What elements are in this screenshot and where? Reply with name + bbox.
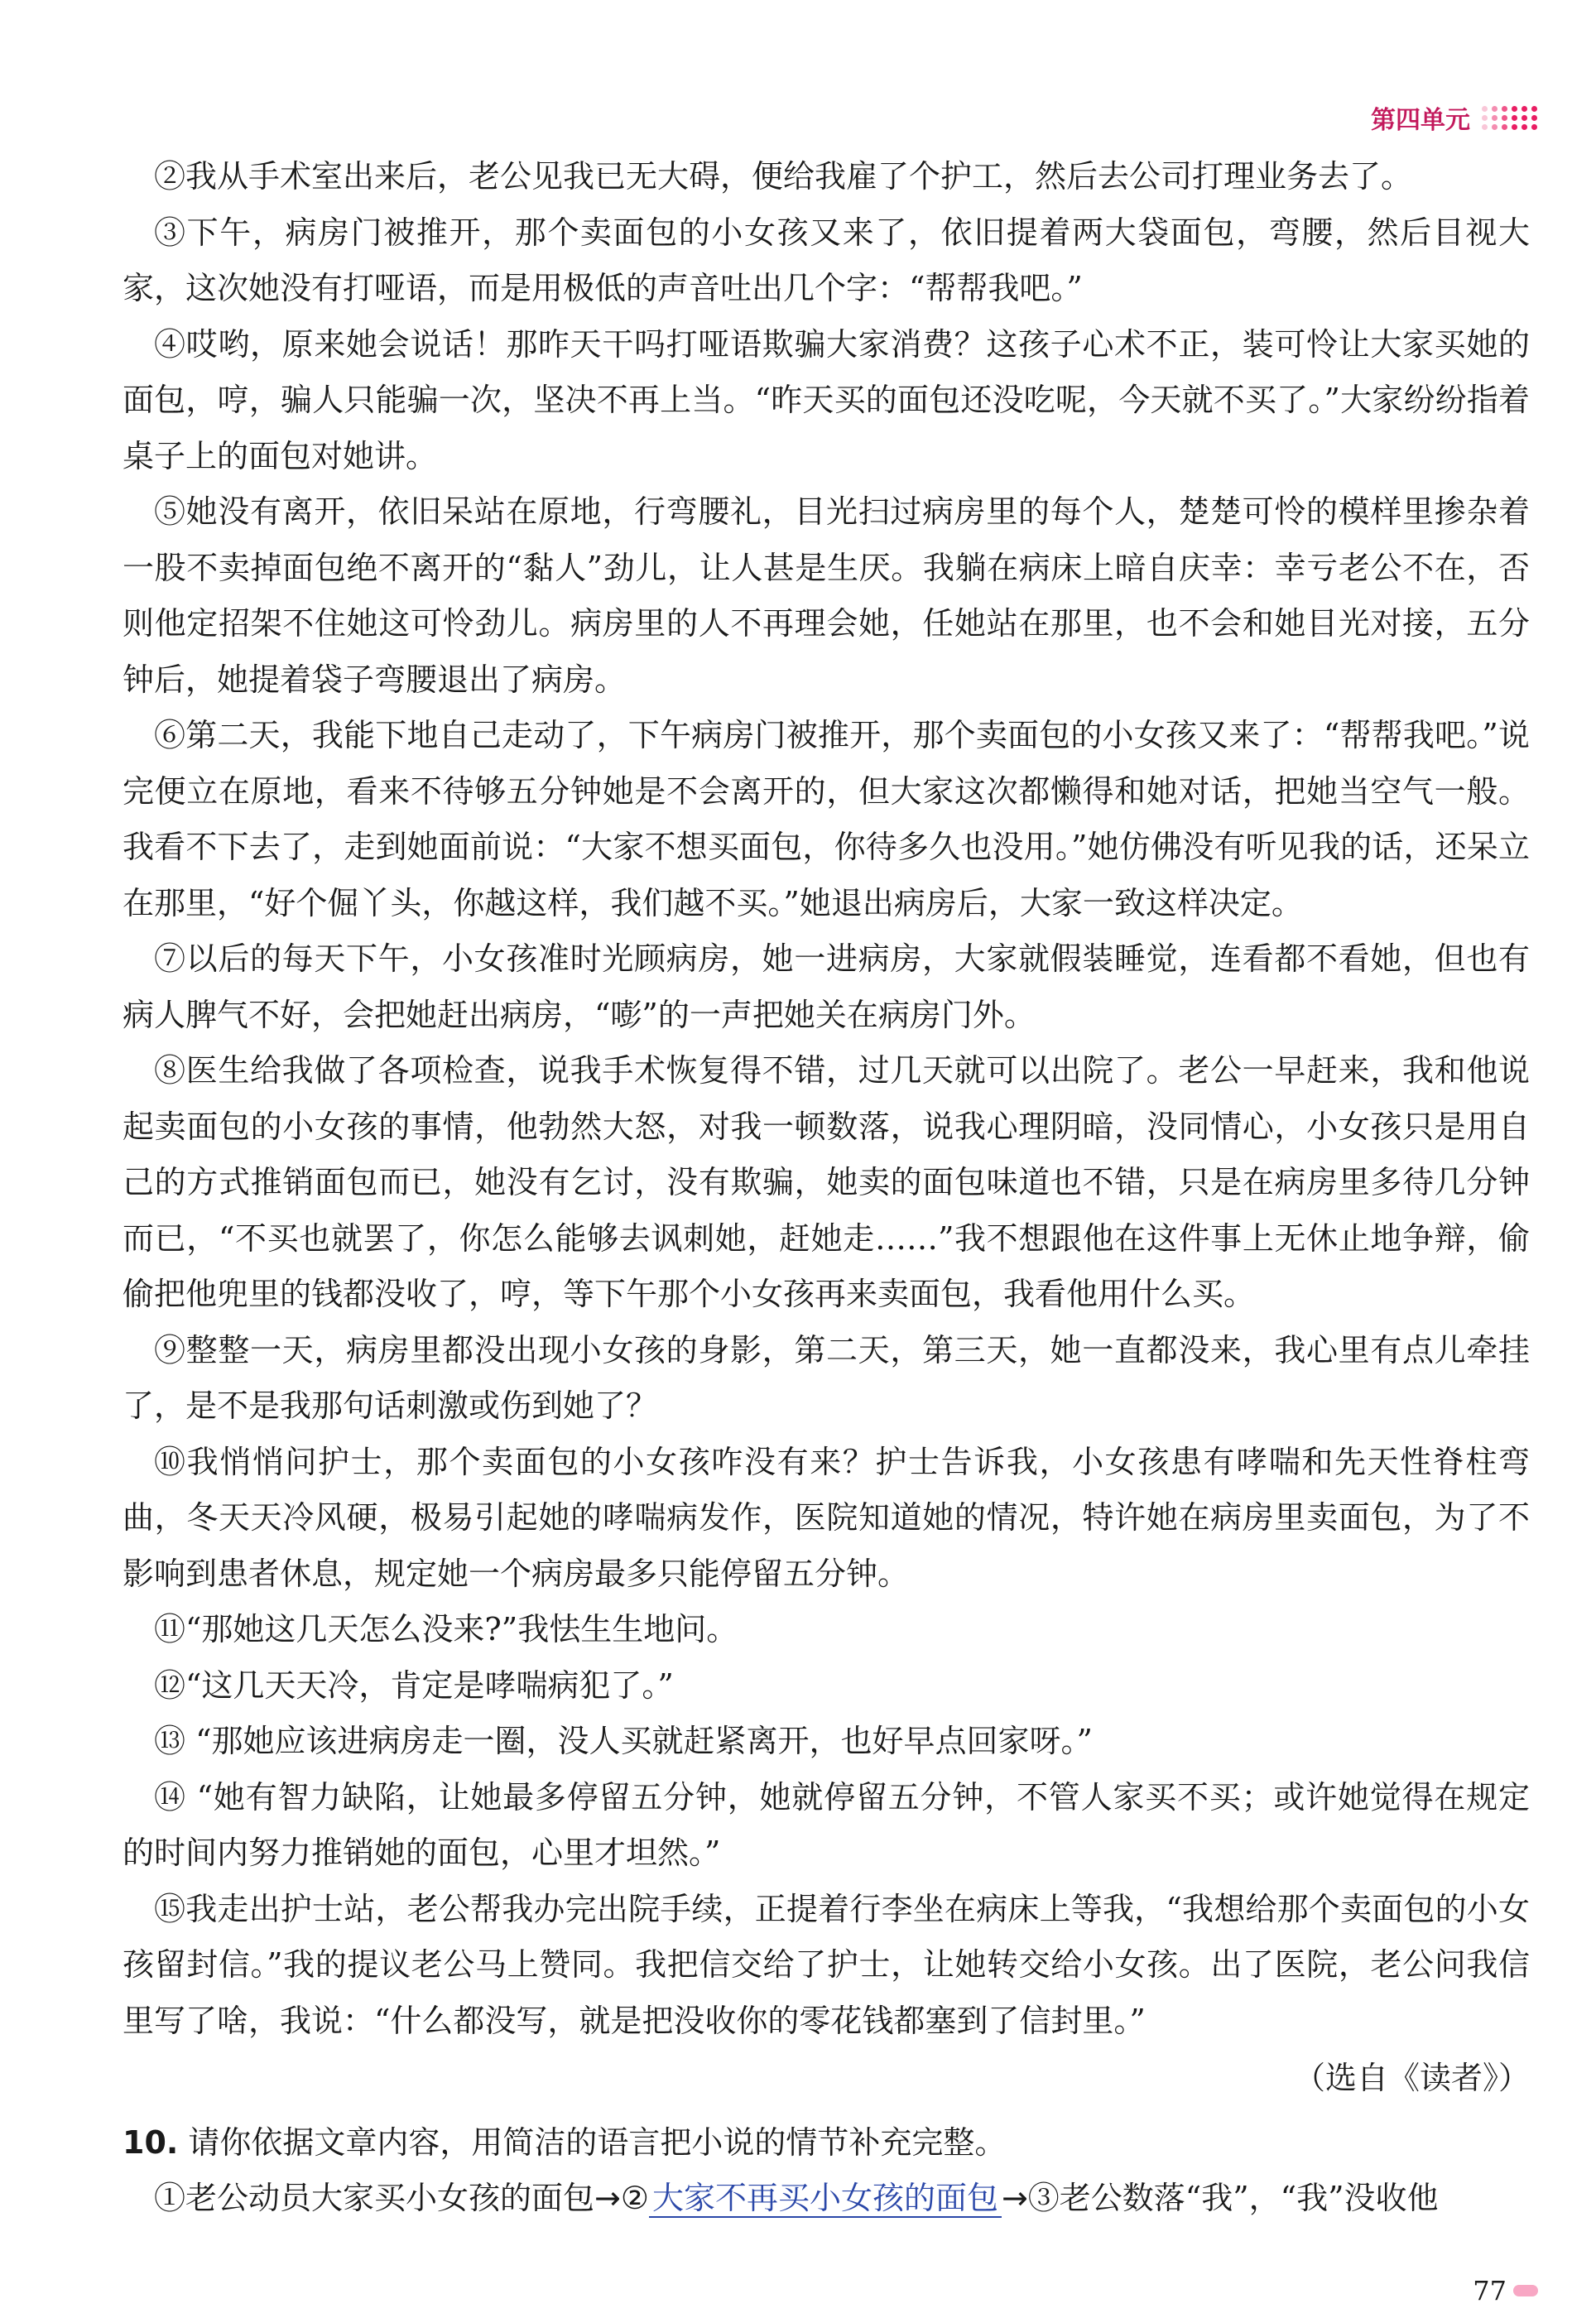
plot-step-1: ①老公动员大家买小女孩的面包 bbox=[154, 2180, 595, 2216]
unit-title: 第四单元 bbox=[1371, 106, 1470, 135]
question-number: 10. bbox=[123, 2123, 179, 2161]
paragraph: ④哎哟，原来她会说话！那昨天干吗打哑语欺骗大家消费？这孩子心术不正，装可怜让大家买她的面包，哼，骗人只能骗一次，坚决不再上当。“昨天买的面包还没吃呢，今天就不买了。”大家纷纷指着桌子上的面包对她讲。 bbox=[123, 325, 1530, 474]
page-number-text: 77 bbox=[1473, 2275, 1507, 2306]
paragraph: ⑨整整一天，病房里都没出现小女孩的身影，第二天，第三天，她一直都没来，我心里有点儿牵挂了，是不是我那句话刺激或伤到她了？ bbox=[123, 1331, 1530, 1424]
plot-step-3: ③老公数落“我”，“我”没收他 bbox=[1027, 2180, 1439, 2216]
answer-blank[interactable]: 大家不再买小女孩的面包 bbox=[649, 2180, 1002, 2218]
question-10 bbox=[123, 2115, 1530, 2171]
article-body bbox=[123, 149, 1530, 2227]
page-tab-icon bbox=[1513, 2285, 1538, 2296]
plot-step-2-prefix: ② bbox=[620, 2180, 649, 2216]
paragraph: ⑪“那她这几天怎么没来?”我怯生生地问。 bbox=[154, 1611, 738, 1647]
paragraph: ⑤她没有离开，依旧呆站在原地，行弯腰礼，目光扫过病房里的每个人，楚楚可怜的模样里掺杂着一股不卖掉面包绝不离开的“黏人”劲儿，让人甚是生厌。我躺在病床上暗自庆幸：幸亏老公不在，否则他定招架不住她这可怜劲儿。病房里的人不再理会她，任她站在那里，也不会和她目光对接，五分钟后，她提着袋子弯腰退出了病房。 bbox=[123, 493, 1530, 698]
paragraph: ⑦以后的每天下午，小女孩准时光顾病房，她一进病房，大家就假装睡觉，连看都不看她，但也有病人脾气不好，会把她赶出病房，“嘭”的一声把她关在病房门外。 bbox=[123, 940, 1530, 1033]
source-citation: （选自《读者》） bbox=[1293, 2060, 1530, 2096]
page-header bbox=[1371, 99, 1538, 136]
paragraph: ③下午，病房门被推开，那个卖面包的小女孩又来了，依旧提着两大袋面包，弯腰，然后目视大家，这次她没有打哑语，而是用极低的声音吐出几个字：“帮帮我吧。” bbox=[123, 214, 1530, 306]
paragraph: ⑬ “那她应该进病房走一圈，没人买就赶紧离开，也好早点回家呀。” bbox=[154, 1723, 1093, 1759]
paragraph: ⑫“这几天天冷，肯定是哮喘病犯了。” bbox=[154, 1666, 674, 1704]
arrow-icon: → bbox=[594, 2180, 621, 2216]
paragraph: ⑧医生给我做了各项检查，说我手术恢复得不错，过几天就可以出院了。老公一早赶来，我和他说起卖面包的小女孩的事情，他勃然大怒，对我一顿数落，说我心理阴暗，没同情心，小女孩只是用自己的方式推销面包而已，她没有乞讨，没有欺骗，她卖的面包味道也不错，只是在病房里多待几分钟而已，“不买也就罢了，你怎么能够去讽刺她，赶她走……”我不想跟他在这件事上无休止地争辩，偷偷把他兜里的钱都没收了，哼，等下午那个小女孩再来卖面包，我看他用什么买。 bbox=[123, 1052, 1530, 1312]
page-number bbox=[1473, 2275, 1538, 2306]
paragraph: ⑭ “她有智力缺陷，让她最多停留五分钟，她就停留五分钟，不管人家买不买；或许她觉得在规定的时间内努力推销她的面包，心里才坦然。” bbox=[123, 1778, 1530, 1871]
paragraph: ⑮我走出护士站，老公帮我办完出院手续，正提着行李坐在病床上等我，“我想给那个卖面包的小女孩留封信。”我的提议老公马上赞同。我把信交给了护士，让她转交给小女孩。出了医院，老公问我信里写了啥，我说：“什么都没写，就是把没收你的零花钱都塞到了信封里。” bbox=[123, 1890, 1530, 2039]
paragraph: ⑥第二天，我能下地自己走动了，下午病房门被推开，那个卖面包的小女孩又来了：“帮帮我吧。”说完便立在原地，看来不待够五分钟她是不会离开的，但大家这次都懒得和她对话，把她当空气一般。我看不下去了，走到她面前说：“大家不想买面包，你待多久也没用。”她仿佛没有听见我的话，还呆立在那里，“好个倔丫头，你越这样，我们越不买。”她退出病房后，大家一致这样决定。 bbox=[123, 717, 1530, 921]
dot-grid-decoration-icon bbox=[1482, 106, 1538, 130]
paragraph: ②我从手术室出来后，老公见我已无大碍，便给我雇了个护工，然后去公司打理业务去了。 bbox=[154, 158, 1413, 195]
answer-line bbox=[123, 2171, 1530, 2227]
paragraph: ⑩我悄悄问护士，那个卖面包的小女孩咋没有来？护士告诉我，小女孩患有哮喘和先天性脊柱弯曲，冬天天冷风硬，极易引起她的哮喘病发作，医院知道她的情况，特许她在病房里卖面包，为了不影响到患者休息，规定她一个病房最多只能停留五分钟。 bbox=[123, 1443, 1530, 1592]
arrow-icon: → bbox=[1001, 2180, 1028, 2216]
question-text: 请你依据文章内容，用简洁的语言把小说的情节补充完整。 bbox=[178, 2123, 1007, 2161]
